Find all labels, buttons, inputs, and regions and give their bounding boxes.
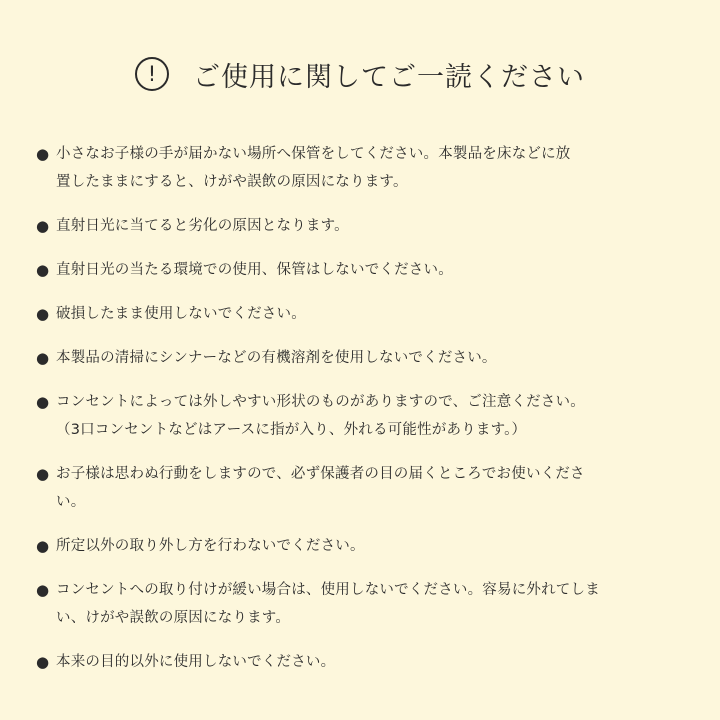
caution-text-line: 小さなお子様の手が届かない場所へ保管をしてください。本製品を床などに放 — [56, 146, 571, 162]
bullet-icon: ● — [36, 145, 50, 163]
caution-text-line: い。 — [56, 494, 86, 510]
caution-text-line: コンセントによっては外しやすい形状のものがありますので、ご注意ください。 — [56, 394, 585, 410]
caution-item — [36, 576, 696, 632]
caution-text-line: 本製品の清掃にシンナーなどの有機溶剤を使用しないでください。 — [56, 350, 497, 366]
bullet-icon: ● — [36, 305, 50, 323]
caution-text — [56, 212, 696, 240]
notice-header — [0, 48, 720, 100]
caution-item — [36, 140, 696, 196]
caution-text-line: 置したままにすると、けがや誤飲の原因になります。 — [56, 174, 408, 190]
caution-item — [36, 344, 696, 372]
caution-text — [56, 648, 696, 676]
bullet-icon: ● — [36, 537, 50, 555]
caution-text-line: 所定以外の取り外し方を行わないでください。 — [56, 538, 365, 554]
caution-text-line: 破損したまま使用しないでください。 — [56, 306, 306, 322]
bullet-icon: ● — [36, 581, 50, 599]
caution-text — [56, 576, 696, 632]
caution-text-line: 直射日光の当たる環境での使用、保管はしないでください。 — [56, 262, 453, 278]
caution-text — [56, 532, 696, 560]
caution-item — [36, 256, 696, 284]
caution-text-line: （3口コンセントなどはアースに指が入り、外れる可能性があります。） — [56, 422, 527, 438]
caution-item — [36, 460, 696, 516]
bullet-icon: ● — [36, 217, 50, 235]
caution-list — [36, 140, 696, 692]
caution-text-line: 直射日光に当てると劣化の原因となります。 — [56, 218, 349, 234]
exclamation-circle-icon: ! — [135, 57, 169, 91]
caution-text-line: コンセントへの取り付けが緩い場合は、使用しないでください。容易に外れてしま — [56, 582, 600, 598]
caution-text-line: 本来の目的以外に使用しないでください。 — [56, 654, 336, 670]
caution-text — [56, 460, 696, 516]
caution-text — [56, 344, 696, 372]
caution-text — [56, 388, 696, 444]
caution-text — [56, 300, 696, 328]
caution-item — [36, 388, 696, 444]
caution-text — [56, 140, 696, 196]
bullet-icon: ● — [36, 653, 50, 671]
bullet-icon: ● — [36, 465, 50, 483]
caution-item — [36, 648, 696, 676]
caution-text-line: い、けがや誤飲の原因になります。 — [56, 610, 291, 626]
caution-item — [36, 532, 696, 560]
caution-item — [36, 300, 696, 328]
page-title: ご使用に関してご一読ください — [193, 61, 585, 93]
bullet-icon: ● — [36, 393, 50, 411]
bullet-icon: ● — [36, 349, 50, 367]
caution-item — [36, 212, 696, 240]
caution-text-line: お子様は思わぬ行動をしますので、必ず保護者の目の届くところでお使いくださ — [56, 466, 585, 482]
caution-text — [56, 256, 696, 284]
bullet-icon: ● — [36, 261, 50, 279]
